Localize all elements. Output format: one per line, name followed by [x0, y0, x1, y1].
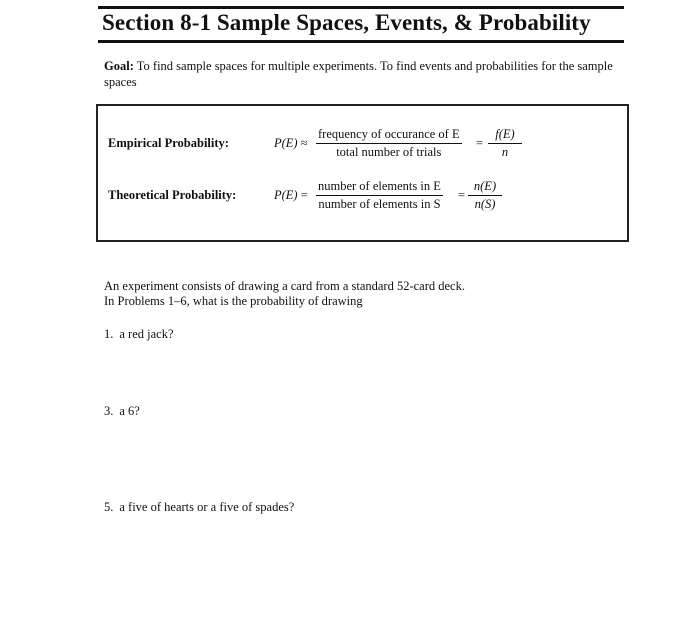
theoretical-short-fraction	[468, 178, 502, 213]
problem-number: 1.	[104, 327, 114, 341]
page-title: Section 8-1 Sample Spaces, Events, & Probability	[102, 10, 591, 35]
empirical-short-denominator-text: n	[501, 145, 509, 159]
problem-number: 3.	[104, 404, 114, 418]
title-top-rule	[98, 6, 624, 9]
theoretical-short-denominator-text: n(S)	[474, 197, 496, 211]
empirical-short-numerator	[488, 126, 522, 144]
theoretical-numerator: number of elements in E	[316, 178, 443, 196]
theoretical-equals-first: =	[300, 188, 308, 202]
empirical-probability-row	[98, 126, 627, 166]
problem-text: a red jack?	[119, 327, 174, 341]
formula-box	[96, 104, 629, 242]
theoretical-label: Theoretical Probability:	[108, 188, 237, 202]
theoretical-probability-row	[98, 178, 627, 218]
problem-item	[104, 327, 174, 342]
theoretical-short-numerator	[468, 178, 502, 196]
empirical-long-fraction	[316, 126, 462, 161]
theoretical-short-numerator-text: n(E)	[473, 179, 497, 193]
goal-statement	[104, 58, 624, 90]
problem-item	[104, 404, 140, 419]
empirical-short-fraction	[488, 126, 522, 161]
intro-line-1: An experiment consists of drawing a card from a standard 52-card deck.	[104, 279, 465, 293]
theoretical-denominator: number of elements in S	[318, 197, 441, 211]
goal-text: To find sample spaces for multiple experiments. To find events and probabilities for the sample spaces	[104, 59, 613, 89]
theoretical-long-fraction	[316, 178, 443, 213]
theoretical-equals-sign: =	[458, 188, 466, 202]
empirical-short-numerator-text: f(E)	[495, 127, 515, 141]
goal-label: Goal:	[104, 59, 134, 73]
empirical-denominator: total number of trials	[336, 145, 442, 159]
theoretical-short-denominator	[468, 196, 502, 213]
empirical-label: Empirical Probability:	[108, 136, 229, 150]
problem-intro	[104, 279, 624, 309]
empirical-equals-sign: =	[476, 136, 484, 150]
intro-line-2: In Problems 1–6, what is the probability of drawing	[104, 294, 363, 308]
empirical-lhs-text: P(E)	[274, 136, 298, 150]
problem-number: 5.	[104, 500, 114, 514]
title-bottom-rule	[98, 40, 624, 43]
empirical-numerator: frequency of occurance of E	[316, 126, 462, 144]
problem-text: a 6?	[119, 404, 140, 418]
empirical-short-denominator	[488, 144, 522, 161]
empirical-lhs	[274, 136, 308, 151]
problem-text: a five of hearts or a five of spades?	[119, 500, 295, 514]
problem-item	[104, 500, 294, 515]
theoretical-lhs-text: P(E)	[274, 188, 298, 202]
theoretical-lhs	[274, 188, 308, 203]
empirical-approx-sign: ≈	[300, 136, 308, 150]
